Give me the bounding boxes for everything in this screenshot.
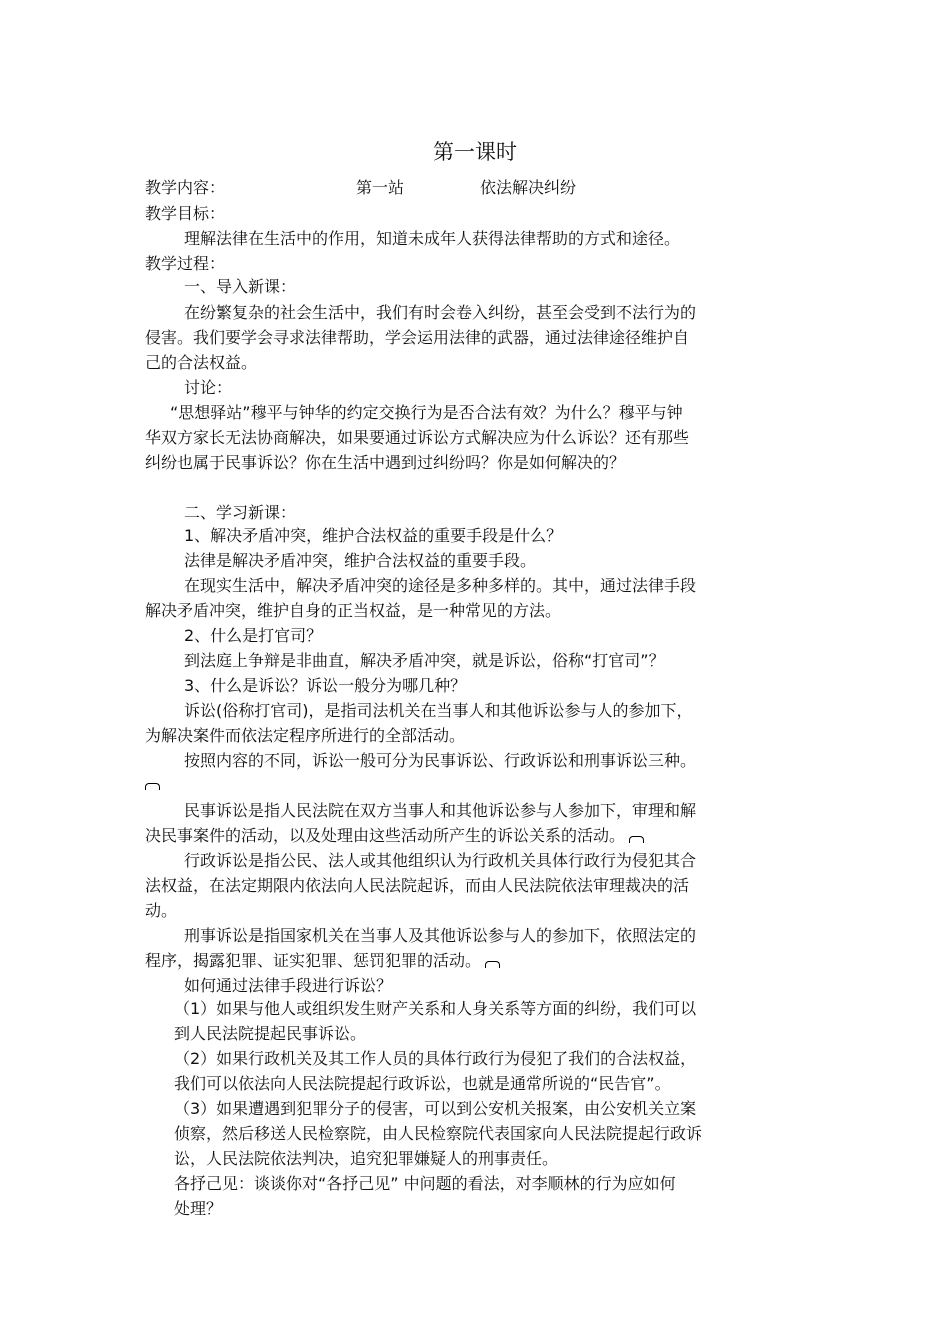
litigation-types: 按照内容的不同，诉讼一般可分为民事诉讼、行政诉讼和刑事诉讼三种。 <box>184 751 697 770</box>
process-label: 教学过程： <box>145 254 226 273</box>
answer-3: 诉讼(俗称打官司)，是指司法机关在当事人和其他诉讼参与人的参加下， <box>184 701 693 720</box>
admin-litigation: 法权益，在法定期限内依法向人民法院起诉，而由人民法院依法审理裁决的活 <box>145 876 690 895</box>
list-item-2: 我们可以依法向人民法院提起行政诉讼，也就是通常所说的“民告官”。 <box>174 1074 671 1093</box>
criminal-litigation-end <box>145 950 500 972</box>
discussion-label: 讨论： <box>184 378 233 397</box>
opinion-prompt: 各抒己见：谈谈你对“各抒己见” 中问题的看法，对李顺林的行为应如何 <box>174 1174 676 1193</box>
criminal-litigation: 刑事诉讼是指国家机关在当事人及其他诉讼参与人的参加下，依照法定的 <box>184 926 697 945</box>
how-question: 如何通过法律手段进行诉讼？ <box>184 976 393 995</box>
discussion-line: 纠纷也属于民事诉讼？你在生活中遇到过纠纷吗？你是如何解决的？ <box>145 453 626 472</box>
intro-line: 己的合法权益。 <box>145 353 258 372</box>
answer-3: 为解决案件而依法定程序所进行的全部活动。 <box>145 726 466 745</box>
discussion-line: “思想驿站”穆平与钟华的约定交换行为是否合法有效？为什么？穆平与钟 <box>170 403 683 422</box>
answer-1-more: 解决矛盾冲突，维护自身的正当权益，是一种常见的方法。 <box>145 601 562 620</box>
intro-line: 侵害。我们要学会寻求法律帮助，学会运用法律的武器，通过法律途径维护自 <box>145 328 690 347</box>
list-item-1: （1）如果与他人或组织发生财产关系和人身关系等方面的纠纷，我们可以 <box>174 999 697 1018</box>
section2-heading: 二、学习新课： <box>184 503 297 522</box>
paragraph-mark <box>145 772 160 794</box>
answer-2: 到法庭上争辩是非曲直，解决矛盾冲突，就是诉讼，俗称“打官司”？ <box>184 651 665 670</box>
question-1: 1、解决矛盾冲突，维护合法权益的重要手段是什么？ <box>184 526 563 545</box>
discussion-line: 华双方家长无法协商解决，如果要通过诉讼方式解决应为什么诉讼？还有那些 <box>145 428 690 447</box>
answer-1-more: 在现实生活中，解决矛盾冲突的途径是多种多样的。其中，通过法律手段 <box>184 576 697 595</box>
page-title: 第一课时 <box>433 140 517 164</box>
civil-litigation-text: 决民事案件的活动，以及处理由这些活动所产生的诉讼关系的活动。 <box>145 826 626 845</box>
list-item-3: （3）如果遭遇到犯罪分子的侵害，可以到公安机关报案，由公安机关立案 <box>174 1099 697 1118</box>
list-item-3: 讼，人民法院依法判决，追究犯罪嫌疑人的刑事责任。 <box>174 1149 559 1168</box>
list-item-2: （2）如果行政机关及其工作人员的具体行政行为侵犯了我们的合法权益， <box>174 1049 697 1068</box>
question-3: 3、什么是诉讼？诉讼一般分为哪几种？ <box>184 676 467 695</box>
answer-1: 法律是解决矛盾冲突，维护合法权益的重要手段。 <box>184 551 537 570</box>
topic-label: 依法解决纠纷 <box>480 178 577 197</box>
section1-heading: 一、导入新课： <box>184 277 297 296</box>
station-label: 第一站 <box>356 178 405 197</box>
opinion-prompt: 处理？ <box>174 1199 223 1218</box>
list-item-1: 到人民法院提起民事诉讼。 <box>174 1024 367 1043</box>
admin-litigation: 行政诉讼是指公民、法人或其他组织认为行政机关具体行政行为侵犯其合 <box>184 851 697 870</box>
list-item-3: 侦察，然后移送人民检察院，由人民检察院代表国家向人民法院提起行政诉 <box>174 1124 703 1143</box>
admin-litigation: 动。 <box>145 901 178 920</box>
intro-line: 在纷繁复杂的社会生活中，我们有时会卷入纠纷，甚至会受到不法行为的 <box>184 303 697 322</box>
goal-text: 理解法律在生活中的作用，知道未成年人获得法律帮助的方式和途径。 <box>184 229 681 248</box>
goal-label: 教学目标： <box>145 204 226 223</box>
paragraph-mark <box>485 961 500 968</box>
paragraph-mark <box>629 836 644 843</box>
question-2: 2、什么是打官司？ <box>184 626 323 645</box>
civil-litigation: 民事诉讼是指人民法院在双方当事人和其他诉讼参与人参加下，审理和解 <box>184 801 697 820</box>
content-label: 教学内容： <box>145 178 226 197</box>
civil-litigation-end <box>145 825 644 847</box>
criminal-litigation-text: 程序，揭露犯罪、证实犯罪、惩罚犯罪的活动。 <box>145 951 482 970</box>
